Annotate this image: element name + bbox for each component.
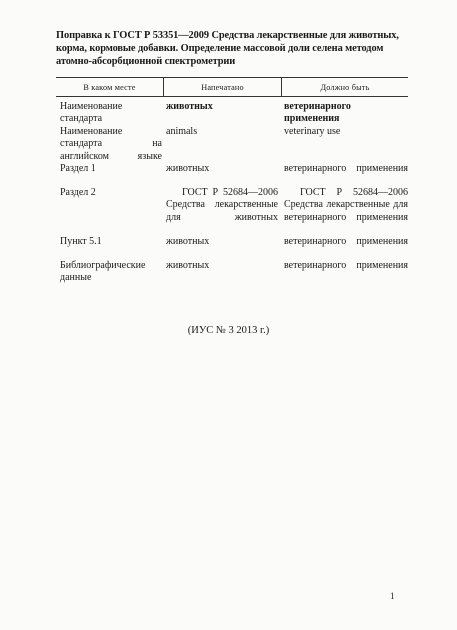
page-number: 1 bbox=[390, 591, 395, 601]
cell-place: Наименование стандарта bbox=[60, 101, 123, 125]
document-title: Поправка к ГОСТ Р 53351—2009 Средства лекарственные для животных, корма, кормовые добавки. Определение массовой доли селена методом атомно-абсорбционной спектрометрии bbox=[56, 30, 399, 67]
table-header-rule bbox=[56, 96, 408, 97]
cell-place: Раздел 2 bbox=[60, 187, 96, 198]
cell-printed: животных bbox=[166, 163, 210, 174]
header-place: В каком месте bbox=[83, 83, 136, 92]
source-note: (ИУС № 3 2013 г.) bbox=[187, 325, 270, 336]
cell-printed: животных bbox=[166, 101, 213, 112]
cell-place: Наименование стандарта на английском языке bbox=[60, 126, 162, 162]
cell-should-be: ветеринарного применения bbox=[284, 163, 408, 174]
header-printed: Напечатано bbox=[201, 83, 244, 92]
cell-should-be: ветеринарного применения bbox=[284, 101, 351, 125]
cell-should-be: ветеринарного применения bbox=[284, 260, 408, 271]
cell-printed: животных bbox=[166, 236, 210, 247]
cell-place: Библиографические данные bbox=[60, 260, 146, 284]
cell-should-be: ветеринарного применения bbox=[284, 236, 408, 247]
header-should-be: Должно быть bbox=[320, 83, 370, 92]
cell-printed: animals bbox=[166, 126, 198, 137]
table-top-rule bbox=[56, 77, 408, 78]
cell-printed: животных bbox=[166, 260, 210, 271]
cell-place: Пункт 5.1 bbox=[60, 236, 102, 247]
cell-should-be: veterinary use bbox=[284, 126, 341, 137]
cell-place: Раздел 1 bbox=[60, 163, 96, 174]
cell-printed: ГОСТ Р 52684—2006 Средства лекарственные для животных bbox=[166, 187, 278, 223]
cell-should-be: ГОСТ Р 52684—2006 Средства лекарственные для ветеринарного применения bbox=[284, 187, 408, 223]
